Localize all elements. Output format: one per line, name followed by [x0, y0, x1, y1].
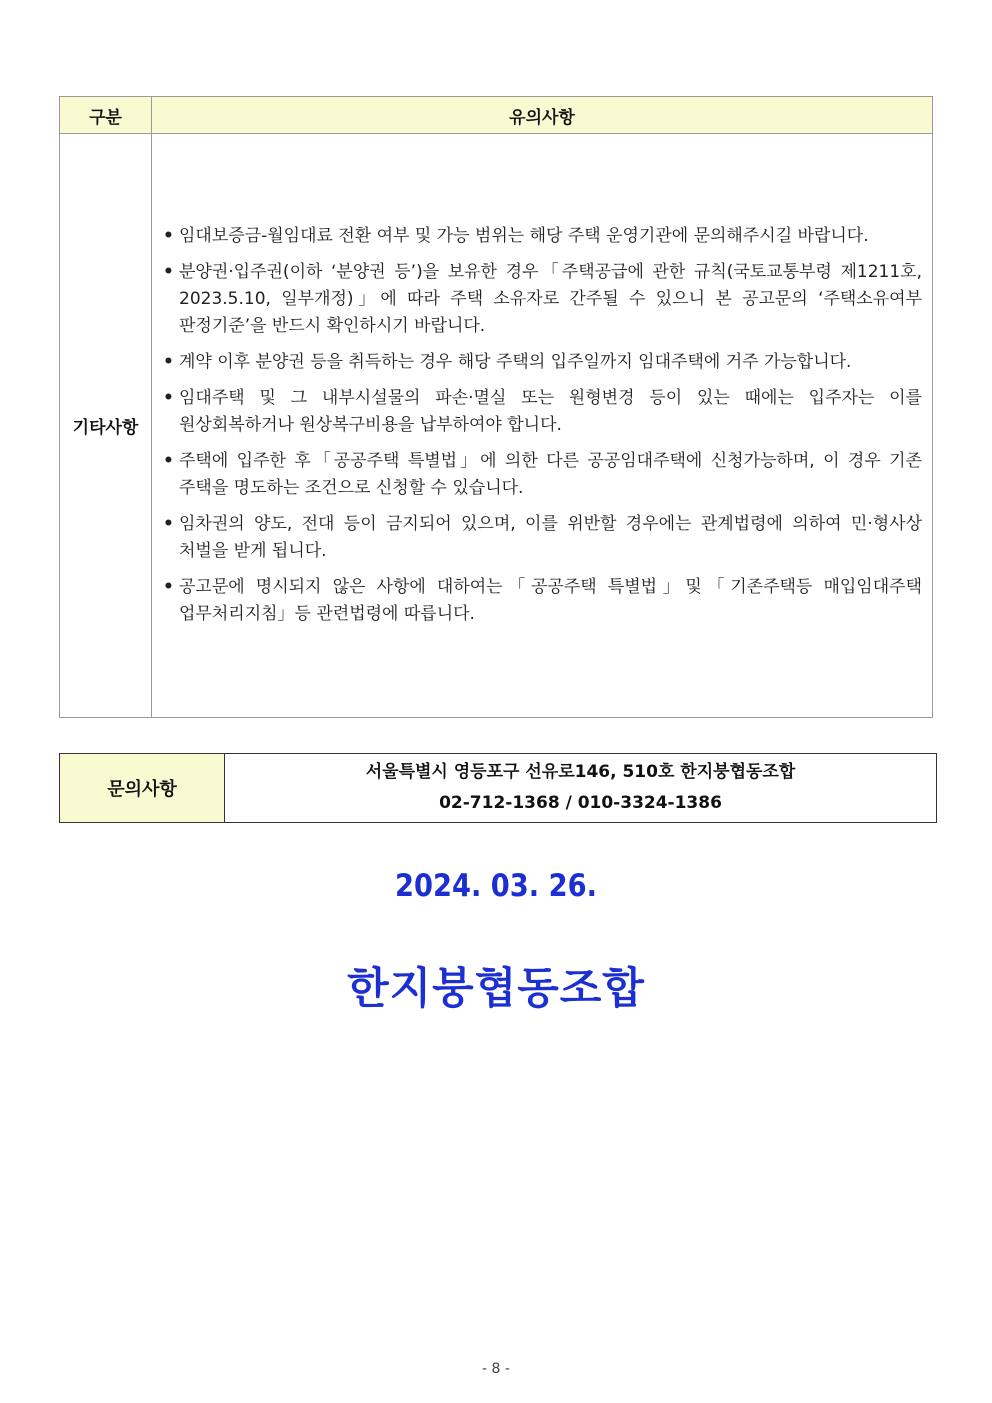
list-item	[160, 511, 922, 565]
contact-address: 서울특별시 영등포구 선유로146, 510호 한지붕협동조합	[365, 762, 796, 782]
page-number: - 8 -	[482, 1361, 510, 1377]
list-item	[160, 574, 922, 628]
contact-table	[59, 753, 937, 823]
bullet-icon: •	[163, 352, 174, 372]
header-category: 구분	[60, 97, 152, 134]
notes-cell	[152, 134, 933, 718]
notice-table-header-row	[60, 97, 933, 134]
list-item	[160, 448, 922, 502]
contact-phones: 02-712-1368 / 010-3324-1386	[439, 793, 722, 813]
bullet-icon: •	[163, 388, 174, 408]
contact-info	[225, 754, 937, 823]
list-item-text: 공고문에 명시되지 않은 사항에 대하여는「공공주택 특별법」및「기존주택등 매입임대주택 업무처리지침」등 관련법령에 따릅니다.	[179, 577, 922, 624]
organization-name: 한지붕협동조합	[347, 964, 645, 1014]
list-item-text: 계약 이후 분양권 등을 취득하는 경우 해당 주택의 입주일까지 임대주택에 거주 가능합니다.	[179, 352, 852, 372]
bullet-icon: •	[163, 577, 174, 597]
list-item	[160, 223, 922, 250]
list-item-text: 분양권·입주권(이하 ‘분양권 등’)을 보유한 경우「주택공급에 관한 규칙(국토교통부령 제1211호, 2023.5.10, 일부개정)」에 따라 주택 소유자로 간주될 수 있으니 본 공고문의 ‘주택소유여부 판정기준’을 반드시 확인하시기 바랍니다.	[179, 262, 922, 336]
notice-table-row	[60, 134, 933, 718]
notes-list	[160, 223, 922, 628]
announcement-date: 2024. 03. 26.	[395, 868, 597, 904]
contact-label: 문의사항	[60, 754, 225, 823]
header-notes: 유의사항	[152, 97, 933, 134]
notice-table	[59, 96, 933, 718]
list-item-text: 임차권의 양도, 전대 등이 금지되어 있으며, 이를 위반할 경우에는 관계법령에 의하여 민·형사상 처벌을 받게 됩니다.	[179, 514, 922, 561]
bullet-icon: •	[163, 226, 174, 246]
list-item	[160, 259, 922, 340]
contact-row	[60, 754, 937, 823]
bullet-icon: •	[163, 262, 174, 282]
list-item	[160, 349, 922, 376]
list-item	[160, 385, 922, 439]
bullet-icon: •	[163, 514, 174, 534]
list-item-text: 임대주택 및 그 내부시설물의 파손·멸실 또는 원형변경 등이 있는 때에는 입주자는 이를 원상회복하거나 원상복구비용을 납부하여야 합니다.	[179, 388, 922, 435]
row-category: 기타사항	[60, 134, 152, 718]
list-item-text: 임대보증금-월임대료 전환 여부 및 가능 범위는 해당 주택 운영기관에 문의해주시길 바랍니다.	[179, 226, 869, 246]
bullet-icon: •	[163, 451, 174, 471]
list-item-text: 주택에 입주한 후「공공주택 특별법」에 의한 다른 공공임대주택에 신청가능하며, 이 경우 기존 주택을 명도하는 조건으로 신청할 수 있습니다.	[179, 451, 922, 498]
